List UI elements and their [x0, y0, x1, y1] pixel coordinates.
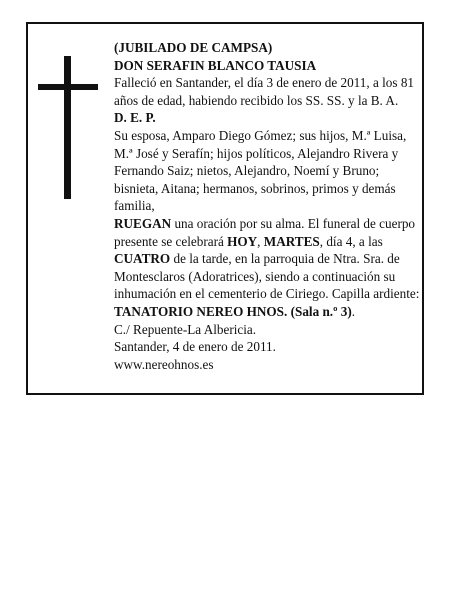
- obituary-notice: [26, 22, 424, 395]
- death-statement: Falleció en Santander, el día 3 de enero de 2011, a los 81 años de edad, habiendo recibido los SS. SS. y la B. A.: [114, 75, 415, 108]
- website-link[interactable]: www.nereohnos.es: [114, 356, 214, 372]
- notice-text: [114, 39, 420, 373]
- request-comma: ,: [257, 233, 264, 249]
- deceased-name: DON SERAFIN BLANCO TAUSIA: [114, 57, 317, 73]
- dep-line: D. E. P.: [114, 110, 156, 126]
- cross-icon: [38, 56, 98, 199]
- cross-vertical-bar: [64, 56, 71, 199]
- ruegan-keyword: RUEGAN: [114, 215, 172, 231]
- request-text-1: una oración por su alma. El funeral de cuerpo presente se celebrará: [114, 215, 416, 249]
- funeral-request: [114, 215, 420, 321]
- martes-keyword: MARTES: [263, 233, 320, 249]
- address-line: C./ Repuente-La Albericia.: [114, 321, 257, 337]
- request-period: .: [351, 303, 356, 319]
- request-text-2: , día 4, a las: [319, 233, 383, 249]
- date-line: Santander, 4 de enero de 2011.: [114, 339, 276, 355]
- family-list: Su esposa, Amparo Diego Gómez; sus hijos, M.ª Luisa, M.ª José y Serafín; hijos políticos, Alejandro Rivera y Fernando Saiz; nietos, Alejandro, Noemí y Bruno; bisnieta, Aitana; hermanos, sobrinos, primos y demás familia,: [114, 127, 407, 214]
- cuatro-keyword: CUATRO: [114, 251, 171, 267]
- cross-horizontal-bar: [38, 84, 98, 90]
- tanatorio-name: TANATORIO NEREO HNOS. (Sala n.º 3): [114, 303, 352, 319]
- request-text-3: de la tarde, en la parroquia de Ntra. Sra. de Montesclaros (Adoratrices), siendo a continuación su inhumación en el cementerio de Ciriego. Capilla ardiente:: [114, 251, 420, 302]
- hoy-keyword: HOY: [227, 233, 258, 249]
- affiliation: (JUBILADO DE CAMPSA): [114, 40, 273, 55]
